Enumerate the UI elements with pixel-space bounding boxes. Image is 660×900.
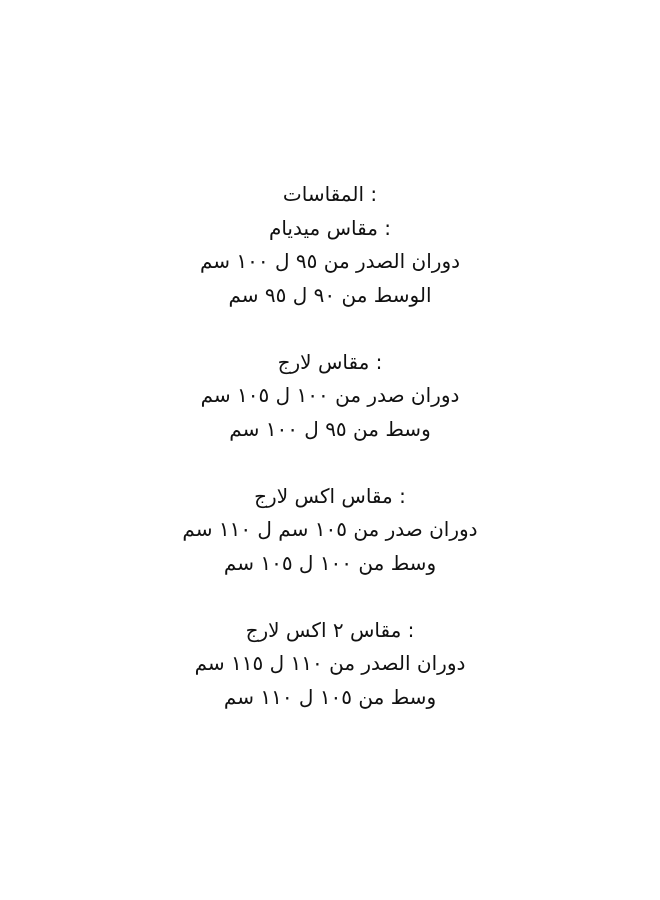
section-spacer (0, 580, 660, 614)
document-title: : المقاسات (282, 182, 378, 206)
size-medium-chest: دوران الصدر من ٩٥ ل ١٠٠ سم (199, 249, 461, 273)
section-spacer (0, 312, 660, 346)
size-xl-heading: : مقاس اكس لارج (254, 483, 406, 508)
size-medium-waist: الوسط من ٩٠ ل ٩٥ سم (228, 282, 432, 307)
size-large-chest: دوران صدر من ١٠٠ ل ١٠٥ سم (200, 383, 460, 407)
size-medium-heading: : مقاس ميديام (268, 215, 392, 240)
section-spacer (0, 446, 660, 480)
size-xl-chest: دوران صدر من ١٠٥ سم ل ١١٠ سم (182, 517, 478, 541)
size-2xl-waist: وسط من ١٠٥ ل ١١٠ سم (223, 684, 437, 709)
size-xl-waist: وسط من ١٠٠ ل ١٠٥ سم (223, 550, 437, 575)
size-2xl-heading: : مقاس ٢ اكس لارج (245, 617, 415, 642)
size-chart-document (0, 178, 660, 714)
size-large-waist: وسط من ٩٥ ل ١٠٠ سم (229, 416, 431, 441)
size-2xl-chest: دوران الصدر من ١١٠ ل ١١٥ سم (194, 651, 466, 675)
size-large-heading: : مقاس لارج (277, 349, 383, 374)
